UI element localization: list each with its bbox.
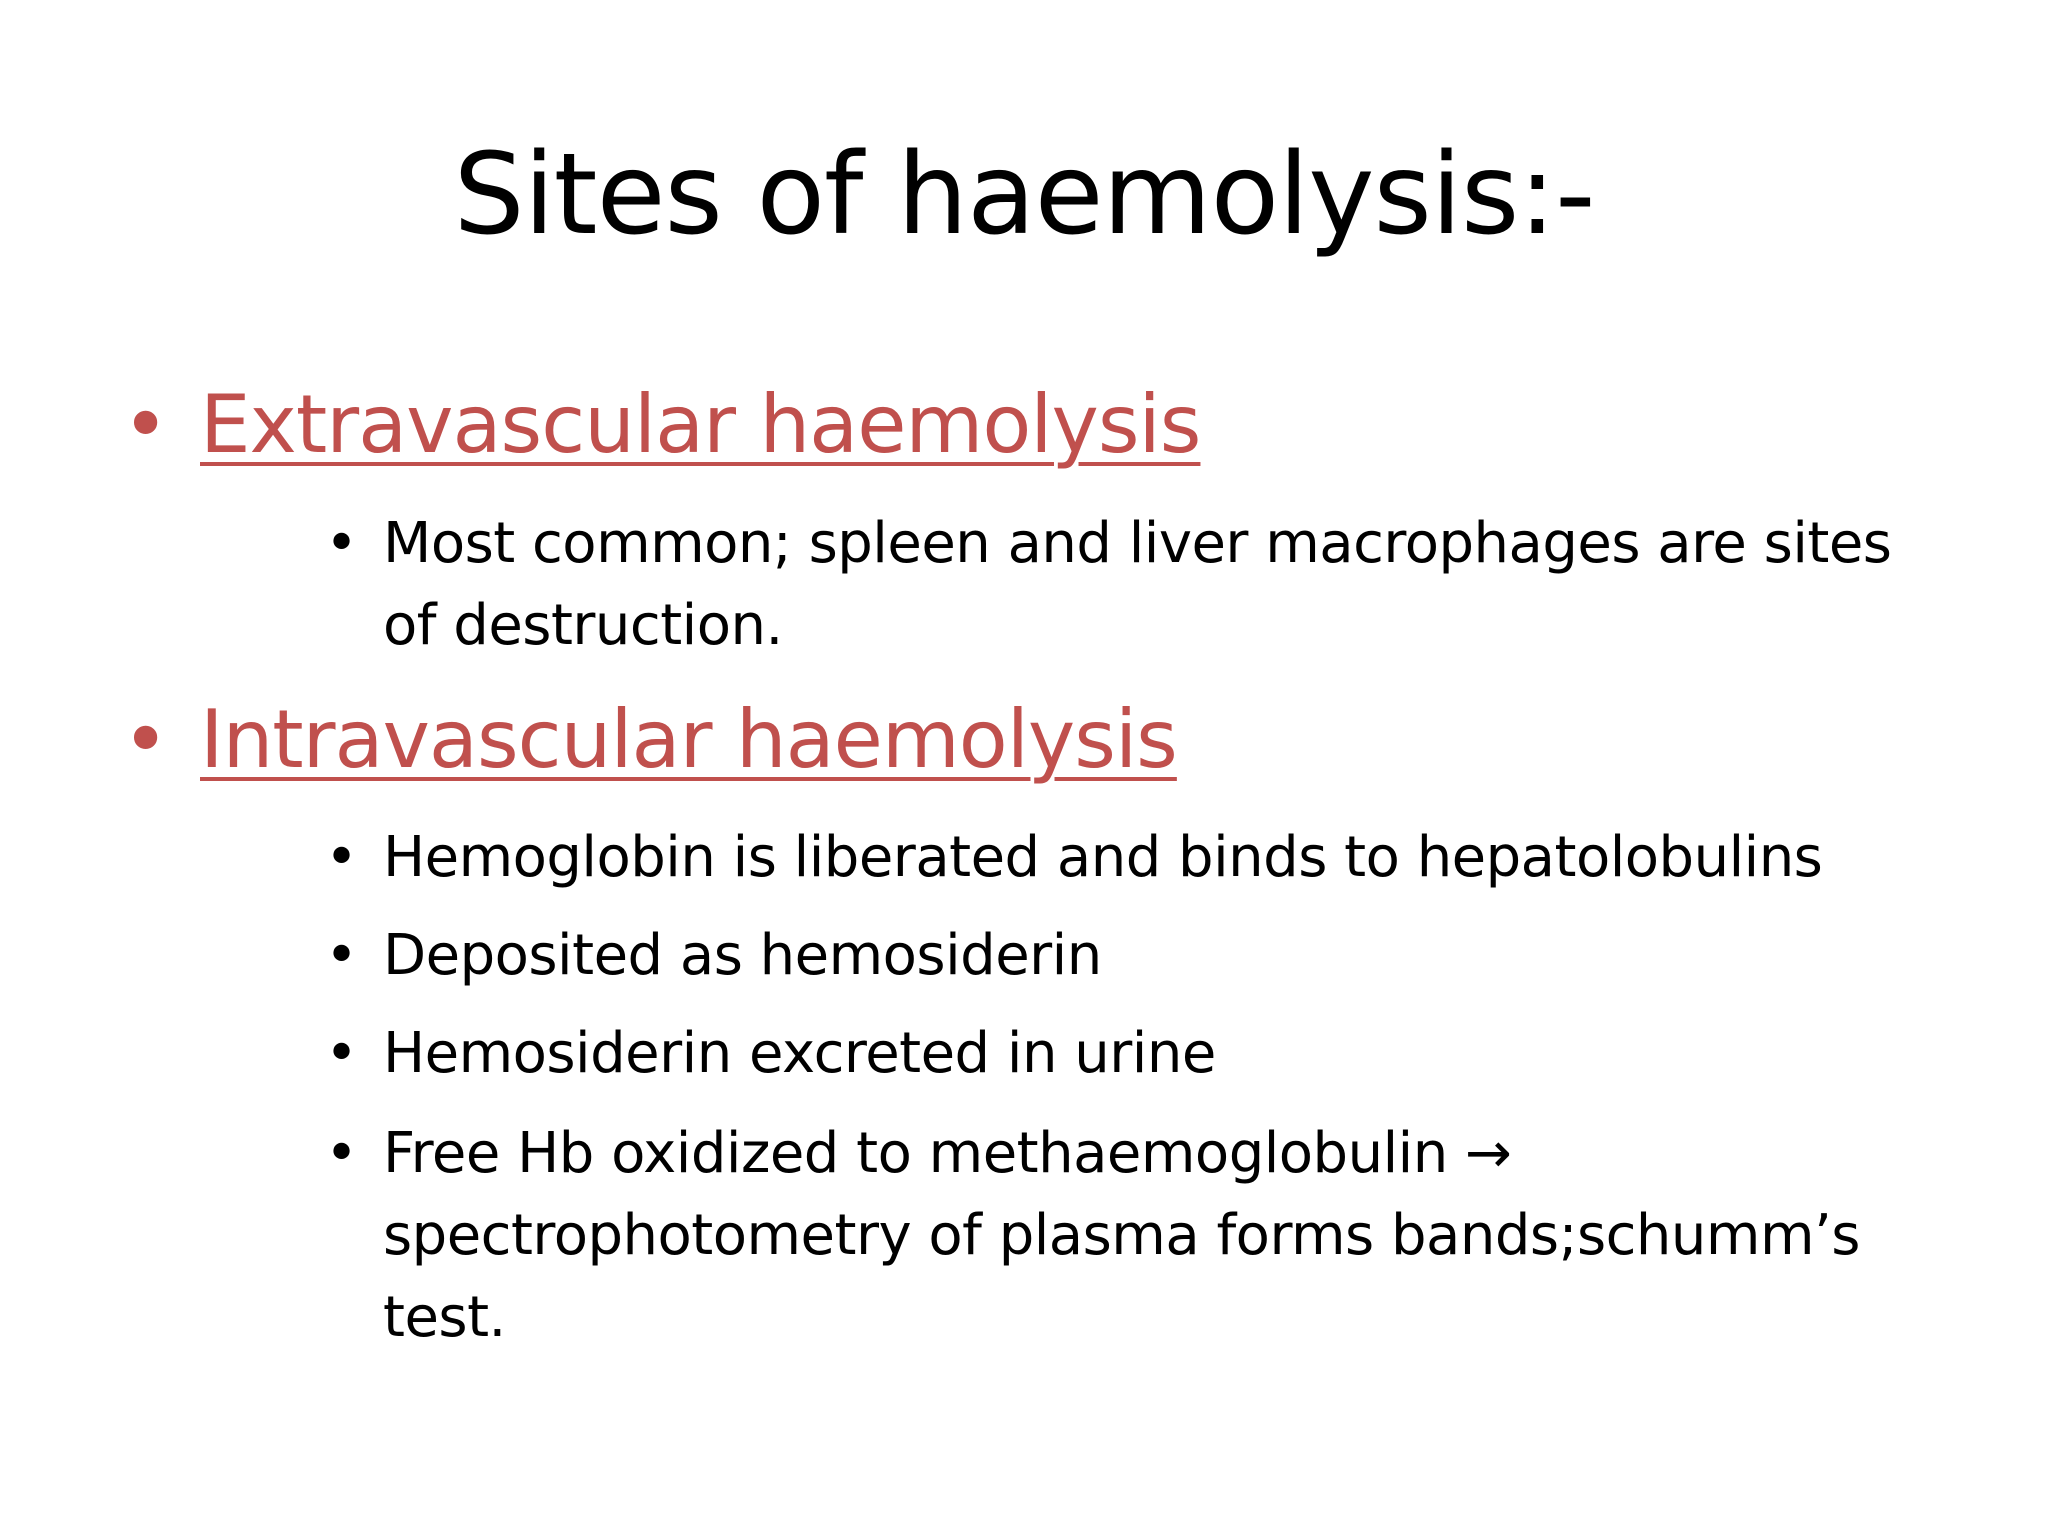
list-item-text: Most common; spleen and liver macrophages are sites of destruction. bbox=[383, 511, 1892, 658]
bullet-icon: • bbox=[122, 693, 170, 786]
list-item-text: Free Hb oxidized to methaemoglobulin → spectrophotometry of plasma forms bands;schumm’s test. bbox=[383, 1121, 1860, 1350]
bullet-icon: • bbox=[325, 511, 359, 576]
slide-title: Sites of haemolysis:- bbox=[453, 130, 1595, 260]
bullet-icon: • bbox=[325, 923, 359, 988]
section-heading-label: Extravascular haemolysis bbox=[200, 378, 1201, 471]
bullet-icon: • bbox=[325, 825, 359, 890]
list-item-text: Hemoglobin is liberated and binds to hepatolobulins bbox=[383, 825, 1823, 890]
section-heading-label: Intravascular haemolysis bbox=[200, 693, 1177, 786]
bullet-icon: • bbox=[122, 378, 170, 471]
list-item-text: Deposited as hemosiderin bbox=[383, 923, 1102, 988]
bullet-icon: • bbox=[325, 1021, 359, 1086]
list-item-text: Hemosiderin excreted in urine bbox=[383, 1021, 1216, 1086]
bullet-icon: • bbox=[325, 1121, 359, 1186]
